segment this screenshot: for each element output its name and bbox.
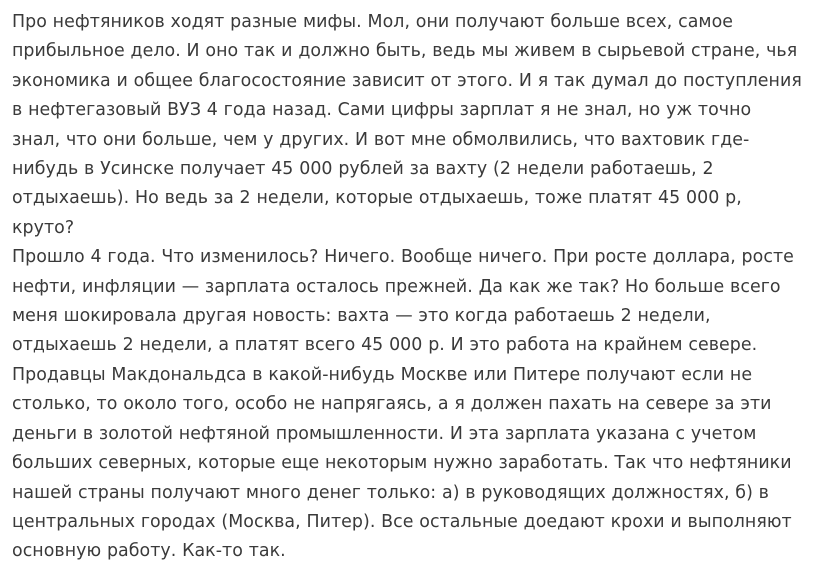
paragraph-2: Прошло 4 года. Что изменилось? Ничего. Вообще ничего. При росте доллара, росте нефти, инфляции — зарплата осталось прежней. Да как же так? Но больше всего меня шокировала другая новость: вахта — это когда работаешь 2 недели, отдыхаешь 2 недели, а платят всего 45 000 р. И это работа на крайнем севере. Продавцы Макдональдса в какой-нибудь Москве или Питере получают если не столько, то около того, особо не напрягаясь, а я должен пахать на севере за эти деньги в золотой нефтяной промышленности. И эта зарплата указана с учетом больших северных, которые еще некоторым нужно заработать. Так что нефтяники нашей страны получают много денег только: а) в руководящих должностях, б) в центральных городах (Москва, Питер). Все остальные доедают крохи и выполняют основную работу. Как-то так. [12,247,794,562]
document-text-body [12,8,803,567]
paragraph-1: Про нефтяников ходят разные мифы. Мол, они получают больше всех, самое прибыльное дело. И оно так и должно быть, ведь мы живем в сырьевой стране, чья экономика и общее благосостояние зависит от этого. И я так думал до поступления в нефтегазовый ВУЗ 4 года назад. Сами цифры зарплат я не знал, но уж точно знал, что они больше, чем у других. И вот мне обмолвились, что вахтовик где-нибудь в Усинске получает 45 000 рублей за вахту (2 недели работаешь, 2 отдыхаешь). Но ведь за 2 недели, которые отдыхаешь, тоже платят 45 000 р, круто? [12,12,802,238]
